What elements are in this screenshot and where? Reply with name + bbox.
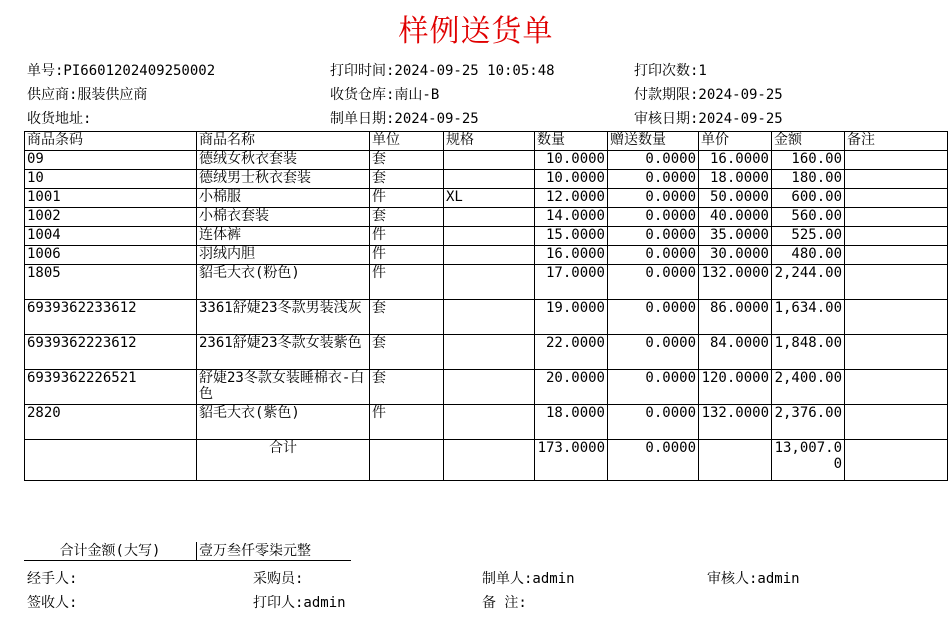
cell-unit: 套 [370, 300, 444, 335]
table-row [25, 151, 948, 170]
cell-qty: 20.0000 [535, 370, 608, 405]
cell-barcode: 1002 [25, 208, 197, 227]
cell-note [845, 300, 948, 335]
cell-spec [444, 151, 535, 170]
table-row [25, 265, 948, 300]
column-header: 单价 [699, 132, 772, 151]
total-empty-cell [699, 440, 772, 481]
cell-note [845, 405, 948, 440]
cell-barcode: 09 [25, 151, 197, 170]
cell-amount: 600.00 [772, 189, 845, 208]
print-time: 打印时间:2024-09-25 10:05:48 [330, 63, 555, 79]
print-count: 打印次数:1 [634, 63, 707, 79]
cell-qty: 17.0000 [535, 265, 608, 300]
column-header: 赠送数量 [608, 132, 699, 151]
table-row [25, 370, 948, 405]
column-header: 单位 [370, 132, 444, 151]
cell-spec [444, 227, 535, 246]
cell-spec [444, 246, 535, 265]
cell-spec [444, 335, 535, 370]
cell-amount: 2,376.00 [772, 405, 845, 440]
cell-barcode: 2820 [25, 405, 197, 440]
cell-gift: 0.0000 [608, 265, 699, 300]
cell-spec [444, 405, 535, 440]
cell-price: 120.0000 [699, 370, 772, 405]
cell-note [845, 265, 948, 300]
auditor-label: 审核人:admin [707, 571, 800, 587]
cell-unit: 套 [370, 370, 444, 405]
cell-unit: 件 [370, 189, 444, 208]
column-header: 备注 [845, 132, 948, 151]
cell-price: 132.0000 [699, 405, 772, 440]
supplier: 供应商:服装供应商 [27, 87, 148, 103]
total-gift: 0.0000 [608, 440, 699, 481]
goods-table [24, 131, 948, 481]
table-row [25, 227, 948, 246]
cell-gift: 0.0000 [608, 246, 699, 265]
column-header: 商品条码 [25, 132, 197, 151]
cell-name: 连体裤 [197, 227, 370, 246]
cell-gift: 0.0000 [608, 227, 699, 246]
cell-gift: 0.0000 [608, 335, 699, 370]
cell-note [845, 151, 948, 170]
cell-name: 小棉服 [197, 189, 370, 208]
cell-barcode: 10 [25, 170, 197, 189]
amount-in-words-label: 合计金额(大写) [24, 542, 197, 561]
cell-note [845, 170, 948, 189]
cell-barcode: 1805 [25, 265, 197, 300]
cell-unit: 套 [370, 151, 444, 170]
cell-amount: 2,400.00 [772, 370, 845, 405]
cell-price: 50.0000 [699, 189, 772, 208]
cell-price: 16.0000 [699, 151, 772, 170]
cell-name: 2361舒婕23冬款女装紫色 [197, 335, 370, 370]
cell-spec [444, 170, 535, 189]
cell-note [845, 246, 948, 265]
cell-price: 18.0000 [699, 170, 772, 189]
cell-gift: 0.0000 [608, 300, 699, 335]
column-header: 规格 [444, 132, 535, 151]
audit-date: 审核日期:2024-09-25 [634, 111, 783, 127]
cell-unit: 件 [370, 405, 444, 440]
cell-qty: 16.0000 [535, 246, 608, 265]
cell-name: 德绒男士秋衣套装 [197, 170, 370, 189]
cell-barcode: 1001 [25, 189, 197, 208]
column-header: 商品名称 [197, 132, 370, 151]
cell-unit: 套 [370, 208, 444, 227]
table-row [25, 208, 948, 227]
cell-amount: 560.00 [772, 208, 845, 227]
cell-unit: 套 [370, 170, 444, 189]
buyer-label: 采购员: [253, 571, 304, 587]
cell-spec [444, 300, 535, 335]
cell-name: 3361舒婕23冬款男装浅灰 [197, 300, 370, 335]
cell-note [845, 370, 948, 405]
receiver-label: 签收人: [27, 595, 78, 611]
printer-label: 打印人:admin [253, 595, 346, 611]
cell-note [845, 189, 948, 208]
cell-price: 40.0000 [699, 208, 772, 227]
cell-amount: 525.00 [772, 227, 845, 246]
table-row [25, 300, 948, 335]
cell-qty: 15.0000 [535, 227, 608, 246]
cell-price: 132.0000 [699, 265, 772, 300]
cell-amount: 480.00 [772, 246, 845, 265]
cell-note [845, 335, 948, 370]
total-row [25, 440, 948, 481]
cell-name: 舒婕23冬款女装睡棉衣-白色 [197, 370, 370, 405]
cell-unit: 件 [370, 246, 444, 265]
cell-gift: 0.0000 [608, 405, 699, 440]
cell-gift: 0.0000 [608, 208, 699, 227]
table-row [25, 246, 948, 265]
cell-unit: 件 [370, 265, 444, 300]
cell-qty: 22.0000 [535, 335, 608, 370]
cell-gift: 0.0000 [608, 170, 699, 189]
cell-price: 86.0000 [699, 300, 772, 335]
total-amount: 13,007.00 [772, 440, 845, 481]
cell-price: 84.0000 [699, 335, 772, 370]
cell-gift: 0.0000 [608, 370, 699, 405]
created-date: 制单日期:2024-09-25 [330, 111, 479, 127]
total-empty-cell [370, 440, 444, 481]
cell-unit: 件 [370, 227, 444, 246]
cell-amount: 160.00 [772, 151, 845, 170]
cell-note [845, 227, 948, 246]
table-row [25, 335, 948, 370]
cell-amount: 1,848.00 [772, 335, 845, 370]
total-empty-cell [845, 440, 948, 481]
cell-gift: 0.0000 [608, 189, 699, 208]
receiving-address: 收货地址: [27, 111, 92, 127]
cell-price: 30.0000 [699, 246, 772, 265]
cell-qty: 18.0000 [535, 405, 608, 440]
order-number: 单号:PI6601202409250002 [27, 63, 216, 79]
remark-label: 备 注: [482, 595, 527, 611]
total-empty-cell [444, 440, 535, 481]
cell-qty: 10.0000 [535, 170, 608, 189]
document-title: 样例送货单 [398, 14, 554, 49]
column-header: 数量 [535, 132, 608, 151]
cell-name: 小棉衣套装 [197, 208, 370, 227]
total-label: 合计 [197, 440, 370, 481]
cell-name: 羽绒内胆 [197, 246, 370, 265]
cell-amount: 180.00 [772, 170, 845, 189]
cell-name: 貂毛大衣(紫色) [197, 405, 370, 440]
cell-qty: 10.0000 [535, 151, 608, 170]
cell-barcode: 6939362223612 [25, 335, 197, 370]
cell-barcode: 1006 [25, 246, 197, 265]
total-empty-cell [25, 440, 197, 481]
maker-label: 制单人:admin [482, 571, 575, 587]
cell-name: 貂毛大衣(粉色) [197, 265, 370, 300]
cell-spec [444, 370, 535, 405]
cell-note [845, 208, 948, 227]
cell-qty: 14.0000 [535, 208, 608, 227]
cell-barcode: 6939362233612 [25, 300, 197, 335]
cell-barcode: 1004 [25, 227, 197, 246]
cell-price: 35.0000 [699, 227, 772, 246]
cell-qty: 19.0000 [535, 300, 608, 335]
cell-amount: 2,244.00 [772, 265, 845, 300]
cell-spec: XL [444, 189, 535, 208]
handler-label: 经手人: [27, 571, 78, 587]
receiving-warehouse: 收货仓库:南山-B [330, 87, 440, 103]
table-row [25, 405, 948, 440]
amount-in-words-row [24, 542, 351, 561]
table-row [25, 189, 948, 208]
column-header: 金额 [772, 132, 845, 151]
amount-in-words-value: 壹万叁仟零柒元整 [197, 542, 352, 561]
cell-spec [444, 208, 535, 227]
table-header-row [25, 132, 948, 151]
payment-deadline: 付款期限:2024-09-25 [634, 87, 783, 103]
cell-name: 德绒女秋衣套装 [197, 151, 370, 170]
cell-qty: 12.0000 [535, 189, 608, 208]
cell-spec [444, 265, 535, 300]
cell-barcode: 6939362226521 [25, 370, 197, 405]
cell-amount: 1,634.00 [772, 300, 845, 335]
cell-gift: 0.0000 [608, 151, 699, 170]
cell-unit: 套 [370, 335, 444, 370]
total-qty: 173.0000 [535, 440, 608, 481]
table-row [25, 170, 948, 189]
